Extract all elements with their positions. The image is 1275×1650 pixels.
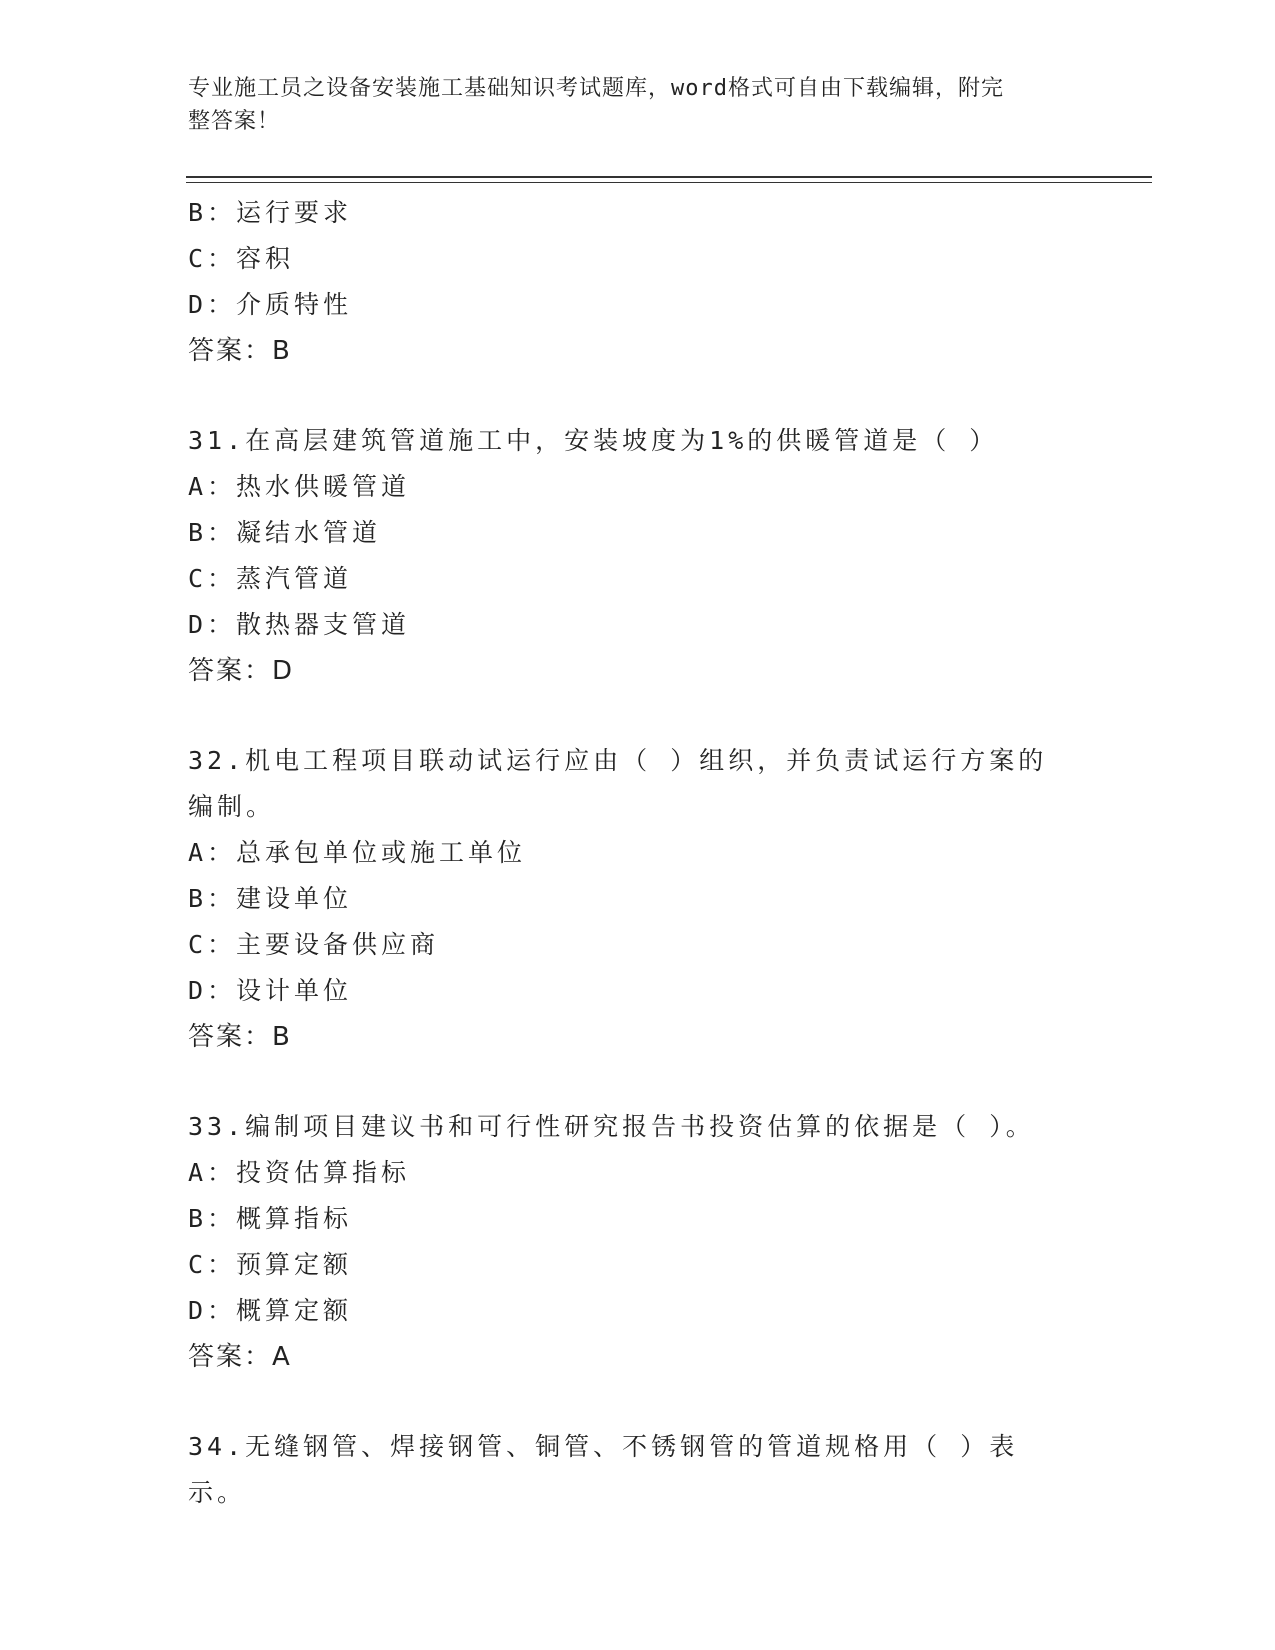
question-list (188, 190, 1088, 1516)
option-d: D：散热器支管道 (188, 610, 411, 639)
question-text: 32.机电工程项目联动试运行应由（ ）组织，并负责试运行方案的编制。 (188, 746, 1048, 821)
question-32 (188, 738, 1088, 1060)
option-c: C：蒸汽管道 (188, 564, 353, 593)
option-a: A：投资估算指标 (188, 1158, 411, 1187)
answer: 答案：B (188, 1022, 292, 1052)
header-line-1: 专业施工员之设备安装施工基础知识考试题库，word格式可自由下载编辑，附完 (188, 76, 1004, 101)
option-c: C：预算定额 (188, 1250, 353, 1279)
answer: 答案：A (188, 1342, 292, 1372)
header-rule-thick (186, 176, 1152, 178)
option-b: B：建设单位 (188, 884, 353, 913)
option-a: A：总承包单位或施工单位 (188, 838, 527, 867)
question-text: 34.无缝钢管、焊接钢管、铜管、不锈钢管的管道规格用（ ）表示。 (188, 1432, 1019, 1507)
question-text: 33.编制项目建议书和可行性研究报告书投资估算的依据是（ ）。 (188, 1112, 1035, 1141)
option-b: B：运行要求 (188, 198, 353, 227)
answer: 答案：D (188, 656, 295, 686)
option-d: D：概算定额 (188, 1296, 353, 1325)
document-header (188, 72, 1068, 138)
question-block-prev (188, 190, 1088, 374)
answer: 答案：B (188, 336, 292, 366)
option-a: A：热水供暖管道 (188, 472, 411, 501)
question-31 (188, 418, 1088, 694)
option-b: B：凝结水管道 (188, 518, 382, 547)
option-d: D：介质特性 (188, 290, 353, 319)
option-c: C：主要设备供应商 (188, 930, 440, 959)
question-33 (188, 1104, 1088, 1380)
header-rule-thin (186, 182, 1152, 183)
option-d: D：设计单位 (188, 976, 353, 1005)
option-b: B：概算指标 (188, 1204, 353, 1233)
option-c: C：容积 (188, 244, 295, 273)
question-text: 31.在高层建筑管道施工中，安装坡度为1%的供暖管道是（ ） (188, 426, 999, 455)
question-34 (188, 1424, 1088, 1516)
header-line-2: 整答案！ (188, 109, 281, 134)
